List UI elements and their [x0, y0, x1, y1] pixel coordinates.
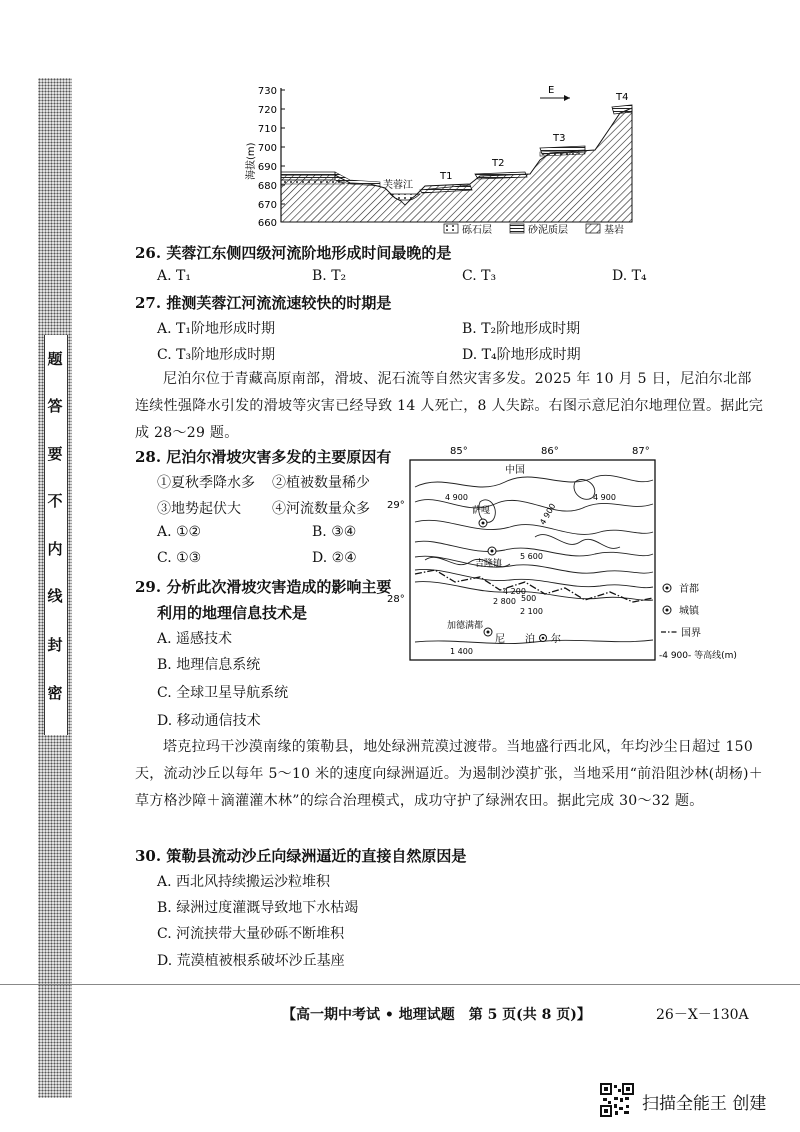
q28-option-b: B. ③④: [312, 524, 357, 540]
q28-option-d: D. ②④: [312, 550, 357, 566]
nepal-map-figure: [385, 442, 780, 667]
footer-title: 【高一期中考试 • 地理试题 第 5 页(共 8 页)】: [282, 1007, 591, 1023]
strip-char: 题: [47, 350, 63, 368]
lon-label-86: 86°: [541, 446, 559, 457]
y-tick-label: 700: [257, 143, 277, 154]
terrace-profile-figure: [240, 80, 640, 240]
y-tick-label: 720: [257, 105, 277, 116]
contour-label: 4 200: [503, 587, 526, 596]
y-tick-label: 730: [257, 86, 277, 97]
place-label-gyirong: 吉隆镇: [475, 559, 503, 569]
country-label-nepal-2: 泊: [525, 634, 535, 645]
contour-label: 1 400: [450, 647, 473, 656]
lat-label-29: 29°: [387, 500, 405, 511]
q29-option-b: B. 地理信息系统: [157, 657, 261, 673]
q26-option-b: B. T₂: [312, 268, 347, 284]
legend-gravel-swatch: [444, 224, 458, 233]
strip-char: 线: [47, 587, 63, 605]
place-label-saga: 萨嘎: [472, 506, 491, 516]
country-label-nepal-1: 尼: [495, 634, 505, 645]
legend-sand-swatch: [510, 224, 524, 233]
legend-bedrock-swatch: [586, 224, 600, 233]
strip-char: 密: [47, 684, 63, 702]
legend-gravel-label: 砾石层: [462, 225, 492, 236]
legend-contour-label: -4 900- 等高线(m): [659, 651, 737, 661]
west-terrace-sand: [281, 172, 335, 180]
bedrock-layer: [281, 108, 632, 222]
q28-item-1: ①夏秋季降水多: [157, 475, 255, 491]
y-tick-label: 710: [257, 124, 277, 135]
q27-option-b: B. T₂阶地形成时期: [462, 321, 581, 337]
passage-desert: 塔克拉玛干沙漠南缘的策勒县，地处绿洲荒漠过渡带。当地盛行西北风，年均沙尘日超过 150 天，流动沙丘以每年 5～10 米的速度向绿洲逼近。为遏制沙漠扩张，当地采用“前沿阻沙林(胡杨)＋草方格沙障＋滴灌灌木林”的综合治理模式，成功守护了绿洲农田。据此完成 30～32 题。: [135, 739, 764, 809]
question-29-stem-line2: 利用的地理信息技术是: [157, 604, 308, 622]
lon-label-87: 87°: [632, 446, 650, 457]
lon-label-85: 85°: [450, 446, 468, 457]
terrace-t4-deposit: [612, 105, 632, 114]
legend-bedrock-label: 基岩: [604, 225, 624, 236]
contour-label: 5 600: [520, 552, 543, 561]
q30-option-a: A. 西北风持续搬运沙粒堆积: [157, 874, 331, 890]
q28-item-4: ④河流数量众多: [272, 501, 370, 517]
strip-char: 内: [47, 540, 63, 558]
contour-label: 500: [521, 594, 537, 603]
q28-option-a: A. ①②: [157, 524, 202, 540]
contour-label: 2 100: [520, 607, 543, 616]
country-label-nepal-3: 尔: [551, 634, 561, 645]
strip-char: 答: [47, 397, 63, 415]
q29-option-c: C. 全球卫星导航系统: [157, 685, 289, 701]
q27-option-c: C. T₃阶地形成时期: [157, 347, 276, 363]
direction-arrow-head: [564, 95, 570, 101]
legend-town-label: 城镇: [679, 606, 699, 617]
terrace-label-t1: T1: [440, 171, 453, 182]
terrace-label-t3: T3: [553, 133, 566, 144]
question-29-stem-line1: 29. 分析此次滑坡灾害造成的影响主要: [135, 578, 392, 596]
terrace-label-t2: T2: [492, 158, 505, 169]
qr-code-icon: [600, 1083, 634, 1117]
place-label-kathmandu: 加德满都: [447, 621, 484, 631]
contour-label: 4 900: [445, 493, 468, 502]
y-tick-label: 690: [257, 162, 277, 173]
question-26-stem: 26. 芙蓉江东侧四级河流阶地形成时间最晚的是: [135, 244, 452, 262]
question-27-stem: 27. 推测芙蓉江河流流速较快的时期是: [135, 294, 392, 312]
q29-option-d: D. 移动通信技术: [157, 713, 261, 729]
q26-option-a: A. T₁: [157, 268, 191, 284]
strip-char: 要: [47, 445, 63, 463]
y-axis-label: 海拔(m): [246, 142, 257, 180]
contour-label: 2 800: [493, 597, 516, 606]
terrace-label-t4: T4: [616, 92, 629, 103]
legend-sand-label: 砂泥质层: [528, 225, 568, 236]
question-30-stem: 30. 策勒县流动沙丘向绿洲逼近的直接自然原因是: [135, 847, 467, 865]
west-terrace-gravel: [281, 180, 345, 184]
legend-boundary-label: 国界: [681, 628, 701, 639]
question-28-stem: 28. 尼泊尔滑坡灾害多发的主要原因有: [135, 448, 392, 466]
contour-label: 4 900: [593, 493, 616, 502]
lat-label-28: 28°: [387, 594, 405, 605]
q30-option-c: C. 河流挟带大量砂砾不断堆积: [157, 926, 345, 942]
direction-label: E: [548, 85, 555, 96]
passage-nepal: 尼泊尔位于青藏高原南部，滑坡、泥石流等自然灾害多发。2025 年 10 月 5 日，尼泊尔北部连续性强降水引发的滑坡等灾害已经导致 14 人死亡，8 人失踪。右图示意尼泊尔地理位置。据此完成 28～29 题。: [135, 371, 764, 441]
q28-item-3: ③地势起伏大: [157, 501, 241, 517]
q30-option-b: B. 绿洲过度灌溉导致地下水枯竭: [157, 900, 359, 916]
contour-label: 4 900: [538, 501, 558, 527]
y-tick-label: 670: [257, 200, 277, 211]
q29-option-a: A. 遥感技术: [157, 631, 233, 647]
watermark-text: 扫描全能王 创建: [642, 1094, 767, 1114]
strip-char: 封: [47, 636, 63, 654]
q27-option-d: D. T₄阶地形成时期: [462, 347, 581, 363]
strip-char: 不: [47, 492, 63, 510]
footer-code: 26－X－130A: [656, 1007, 749, 1023]
y-tick-label: 660: [257, 218, 277, 229]
country-label-china: 中国: [505, 465, 525, 476]
river-label: 芙蓉江: [383, 180, 413, 191]
legend-capital-label: 首都: [679, 584, 699, 595]
y-tick-label: 680: [257, 181, 277, 192]
q30-option-d: D. 荒漠植被根系破坏沙丘基座: [157, 953, 345, 969]
footer-divider: [0, 984, 800, 985]
q28-item-2: ②植被数量稀少: [272, 475, 370, 491]
q27-option-a: A. T₁阶地形成时期: [157, 321, 275, 337]
q26-option-c: C. T₃: [462, 268, 497, 284]
q28-option-c: C. ①③: [157, 550, 202, 566]
q26-option-d: D. T₄: [612, 268, 647, 284]
